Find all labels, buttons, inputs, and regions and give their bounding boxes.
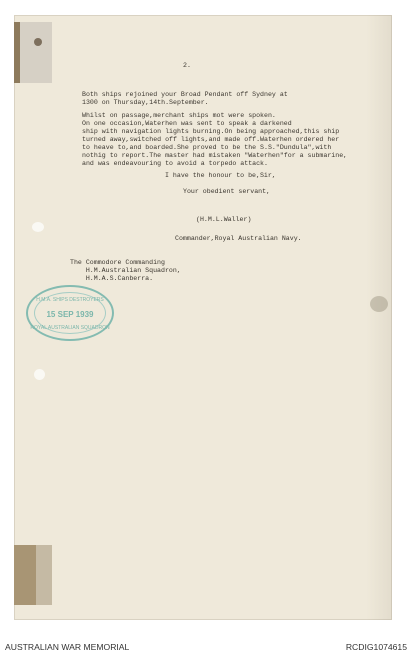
signature: (H.M.L.Waller)	[196, 216, 252, 223]
archive-name: AUSTRALIAN WAR MEMORIAL	[5, 642, 130, 652]
recipient-address: The Commodore Commanding H.M.Australian Squadron, H.M.A.S.Canberra.	[70, 259, 181, 282]
received-stamp	[26, 285, 114, 341]
ink-spot	[370, 296, 388, 312]
stamp-date: 15 SEP 1939	[46, 310, 94, 319]
paragraph-arrival: Both ships rejoined your Broad Pendant off Sydney at 1300 on Thursday,14th.September.	[82, 91, 288, 106]
archive-footer	[0, 634, 412, 666]
stamp-top-text: H.M.A. SHIPS DESTROYERS	[36, 297, 104, 303]
archive-reference: RCDIG1074615	[345, 642, 407, 652]
signatory-rank: Commander,Royal Australian Navy.	[175, 235, 302, 242]
paper-smudge	[34, 369, 45, 380]
punch-hole	[34, 38, 42, 46]
page-number: 2.	[183, 62, 191, 69]
paper-tab-bottom	[14, 545, 52, 605]
paper-smudge	[32, 222, 44, 232]
paragraph-passage: Whilst on passage,merchant ships mot were spoken. On one occasion,Waterhen was sent to speak a darkened ship with navigation lights burning.On being approached,this ship turned away,switched off lights,and made off.Waterhen ordered her to heave to,and boarded.She proved to be the S.S."Dundula",with nothig to report.The master had mistaken "Waterhen"for a submarine, and was endeavouring to avoid a torpedo attack.	[82, 112, 348, 167]
closing-honour: I have the honour to be,Sir,	[165, 172, 276, 179]
stamp-bottom-text: ROYAL AUSTRALIAN SQUADRON	[30, 325, 110, 331]
closing-servant: Your obedient servant,	[183, 188, 271, 195]
paper-tab-top	[14, 22, 52, 83]
